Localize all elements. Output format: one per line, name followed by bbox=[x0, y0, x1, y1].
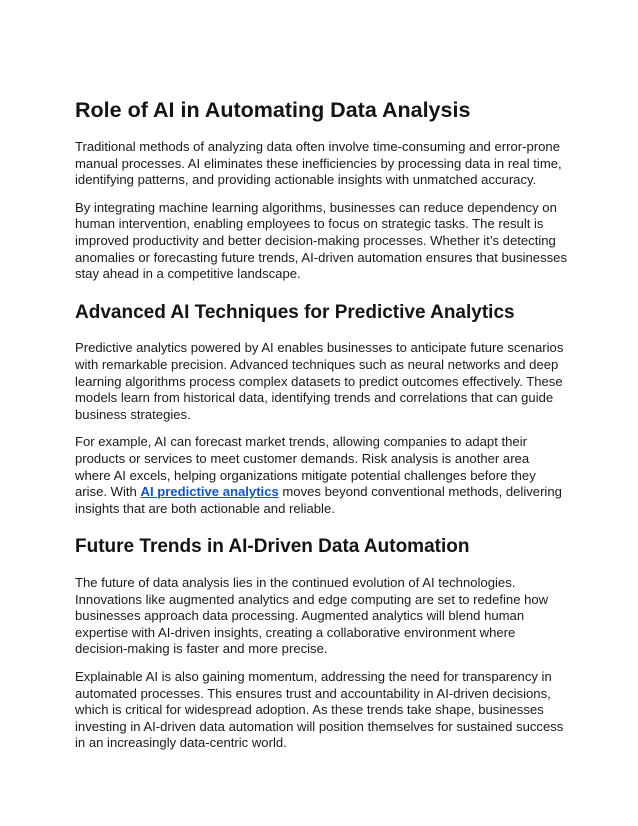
paragraph-predictive-analytics: Predictive analytics powered by AI enables businesses to anticipate future scenarios with remarkable precision. Advanced techniques such as neural networks and deep learning algorithms process complex datasets to predict outcomes effectively. These models learn from historical data, identifying trends and correlations that can guide business strategies. bbox=[75, 340, 564, 422]
heading-advanced-techniques: Advanced AI Techniques for Predictive Analytics bbox=[75, 301, 515, 323]
paragraph-explainable-ai: Explainable AI is also gaining momentum, addressing the need for transparency in automated processes. This ensures trust and accountability in AI-driven decisions, which is critical for widespread adoption. As these trends take shape, businesses investing in AI-driven data automation will position themselves for sustained success in an increasingly data-centric world. bbox=[75, 668, 564, 751]
heading-role-of-ai: Role of AI in Automating Data Analysis bbox=[75, 98, 471, 122]
paragraph-future-evolution: The future of data analysis lies in the continued evolution of AI technologies. Innovations like augmented analytics and edge computing are set to redefine how businesses approach data processing. Augmented analytics will blend human expertise with AI-driven insights, creating a collaborative environment where decision-making is faster and more precise. bbox=[75, 575, 549, 657]
document-body bbox=[75, 97, 567, 763]
paragraph-forecast-example bbox=[75, 434, 567, 517]
heading-future-trends: Future Trends in AI-Driven Data Automation bbox=[75, 536, 470, 558]
ai-predictive-analytics-link[interactable]: AI predictive analytics bbox=[140, 484, 279, 500]
forecast-text-after: moves beyond conventional methods, delivering insights that are both actionable and reliable. bbox=[75, 484, 562, 516]
paragraph-machine-learning: By integrating machine learning algorithms, businesses can reduce dependency on human intervention, enabling employees to focus on strategic tasks. The result is improved productivity and better decision-making processes. Whether it’s detecting anomalies or forecasting future trends, AI-driven automation ensures that businesses stay ahead in a competitive landscape. bbox=[75, 199, 568, 282]
forecast-text-before: For example, AI can forecast market trends, allowing companies to adapt their products or services to meet customer demands. Risk analysis is another area where AI excels, helping organizations mitigate potential challenges before they arise. With bbox=[75, 434, 536, 500]
paragraph-traditional-methods: Traditional methods of analyzing data often involve time-consuming and error-prone manual processes. AI eliminates these inefficiencies by processing data in real time, identifying patterns, and providing actionable insights with unmatched accuracy. bbox=[75, 138, 562, 188]
